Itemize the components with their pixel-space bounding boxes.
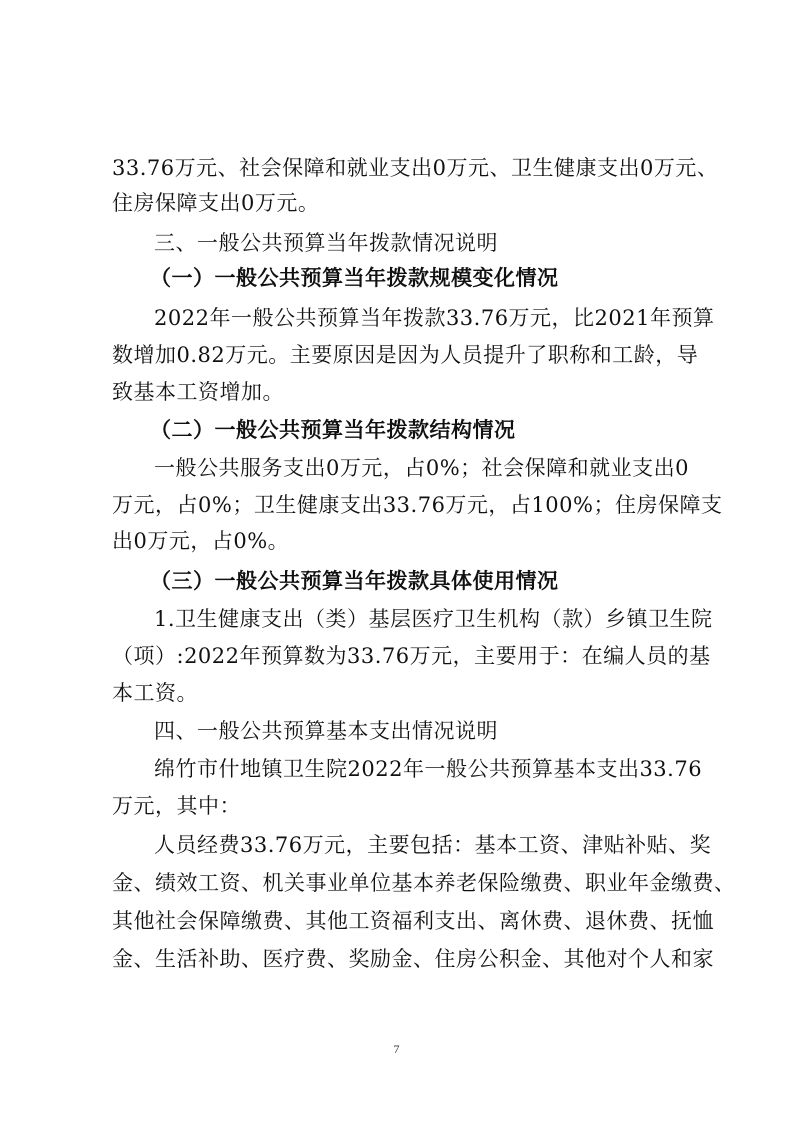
body-line: 1.卫生健康支出（类）基层医疗卫生机构（款）乡镇卫生院 [154,607,713,631]
body-line: 其他社会保障缴费、其他工资福利支出、离休费、退休费、抚恤 [112,909,714,933]
subsection-heading: （三）一般公共预算当年拨款具体使用情况 [150,569,559,593]
subsection-heading: （一）一般公共预算当年拨款规模变化情况 [150,266,559,290]
body-line: 一般公共服务支出0万元，占0%；社会保障和就业支出0 [154,456,690,480]
body-line: 住房保障支出0万元。 [112,191,320,215]
body-line: 2022年一般公共预算当年拨款33.76万元，比2021年预算 [154,306,715,330]
page-number: 7 [393,1042,400,1056]
body-line: 金、生活补助、医疗费、奖励金、住房公积金、其他对个人和家 [112,947,714,971]
body-line: 人员经费33.76万元，主要包括：基本工资、津贴补贴、奖 [154,833,712,857]
subsection-heading: （二）一般公共预算当年拨款结构情况 [150,418,516,442]
body-line: 33.76万元、社会保障和就业支出0万元、卫生健康支出0万元、 [112,156,719,180]
body-line: 致基本工资增加。 [112,380,284,404]
body-line: 出0万元，占0%。 [112,529,290,553]
section-heading: 四、一般公共预算基本支出情况说明 [154,719,498,743]
body-line: 绵竹市什地镇卫生院2022年一般公共预算基本支出33.76 [154,757,703,781]
body-line: 金、绩效工资、机关事业单位基本养老保险缴费、职业年金缴费、 [112,871,736,895]
body-line: 数增加0.82万元。主要原因是因为人员提升了职称和工龄，导 [112,343,699,367]
section-heading: 三、一般公共预算当年拨款情况说明 [154,231,498,255]
body-line: （项）:2022年预算数为33.76万元，主要用于：在编人员的基 [112,644,711,668]
body-line: 万元，其中： [112,794,241,818]
body-line: 万元，占0%；卫生健康支出33.76万元，占100%；住房保障支 [112,493,723,517]
body-line: 本工资。 [112,681,198,705]
